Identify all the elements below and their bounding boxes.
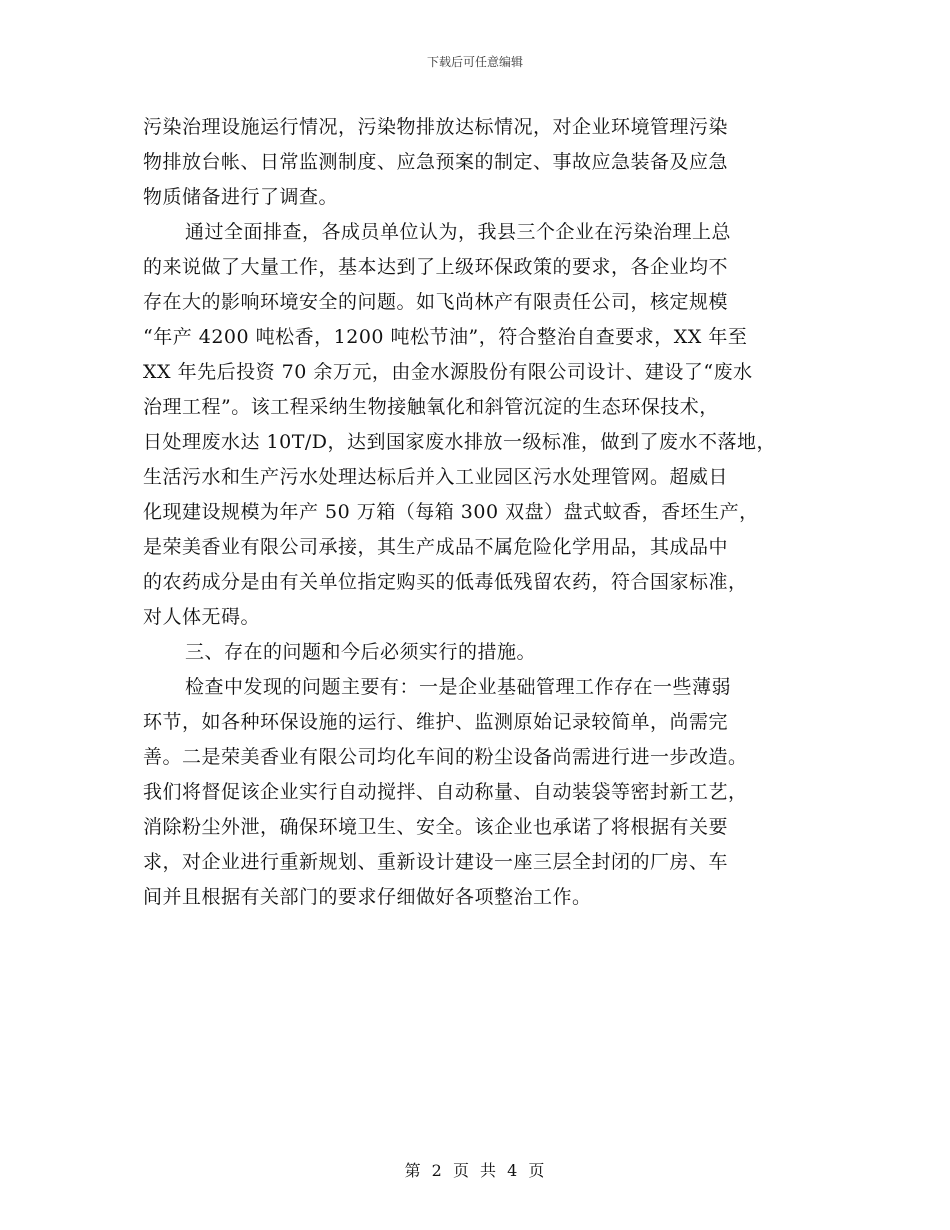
text-line: 存在大的影响环境安全的问题。如飞尚林产有限责任公司，核定规模	[143, 291, 729, 313]
page-header: 下载后可任意编辑	[426, 55, 523, 69]
text-line: 物质储备进行了调查。	[143, 186, 339, 208]
text-line: XX 年先后投资 70 余万元，由金水源股份有限公司设计、建设了“废水	[143, 361, 753, 383]
text-line: 间并且根据有关部门的要求仔细做好各项整治工作。	[143, 886, 592, 908]
text-line: 的来说做了大量工作，基本达到了上级环保政策的要求，各企业均不	[143, 256, 729, 278]
text-line: 对人体无碍。	[143, 606, 261, 628]
text-line: 物排放台帐、日常监测制度、应急预案的制定、事故应急装备及应急	[143, 151, 729, 173]
text-line: 日处理废水达 10T/D，达到国家废水排放一级标准，做到了废水不落地，	[143, 431, 777, 453]
paragraph-start: 通过全面排查，各成员单位认为，我县三个企业在污染治理上总	[185, 221, 732, 243]
section-heading: 三、存在的问题和今后必须实行的措施。	[185, 641, 537, 663]
paragraph-start: 检查中发现的问题主要有：一是企业基础管理工作存在一些薄弱	[185, 676, 732, 698]
text-line: 求，对企业进行重新规划、重新设计建设一座三层全封闭的厂房、车	[143, 851, 729, 873]
document-body	[143, 110, 833, 915]
text-line: 我们将督促该企业实行自动搅拌、自动称量、自动装袋等密封新工艺，	[143, 781, 748, 803]
text-line: 生活污水和生产污水处理达标后并入工业园区污水处理管网。超威日	[143, 466, 729, 488]
text-line: “年产 4200 吨松香，1200 吨松节油”，符合整治自查要求，XX 年至	[143, 326, 748, 348]
page-number: 第 2 页 共 4 页	[404, 1161, 546, 1180]
text-line: 环节，如各种环保设施的运行、维护、监测原始记录较简单，尚需完	[143, 711, 729, 733]
text-line: 化现建设规模为年产 50 万箱（每箱 300 双盘）盘式蚊香，香坯生产，	[143, 501, 759, 523]
text-line: 是荣美香业有限公司承接，其生产成品不属危险化学用品，其成品中	[143, 536, 729, 558]
text-line: 治理工程”。该工程采纳生物接触氧化和斜管沉淀的生态环保技术，	[143, 396, 719, 418]
text-line: 污染治理设施运行情况，污染物排放达标情况，对企业环境管理污染	[143, 116, 729, 138]
text-line: 善。二是荣美香业有限公司均化车间的粉尘设备尚需进行进一步改造。	[143, 746, 748, 768]
text-line: 消除粉尘外泄，确保环境卫生、安全。该企业也承诺了将根据有关要	[143, 816, 729, 838]
text-line: 的农药成分是由有关单位指定购买的低毒低残留农药，符合国家标准，	[143, 571, 748, 593]
